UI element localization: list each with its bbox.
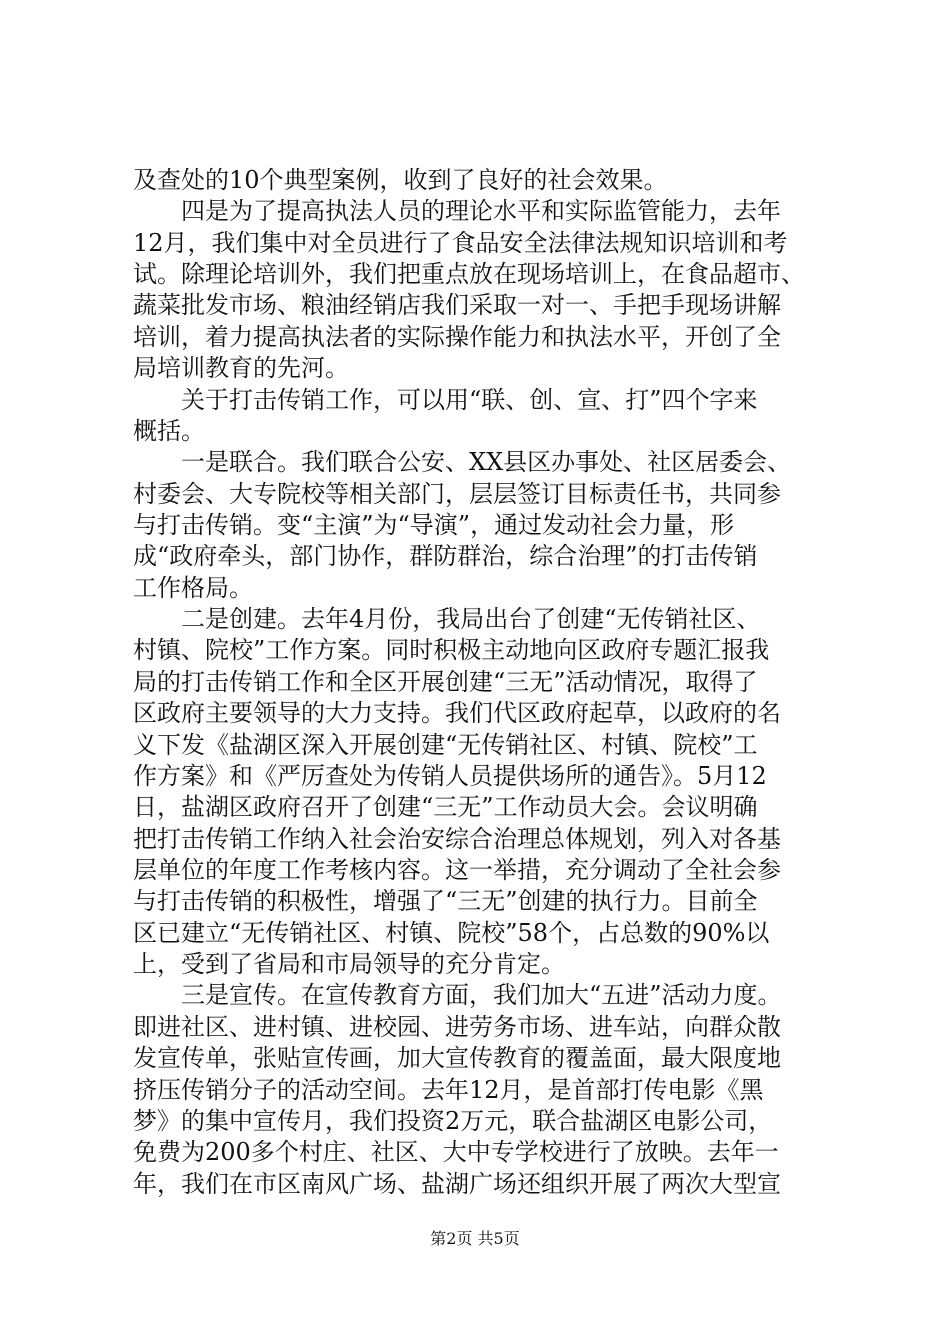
text-line: 局的打击传销工作和全区开展创建“三无”活动情况，取得了 [133, 667, 758, 696]
text-line: 梦》的集中宣传月，我们投资2万元，联合盐湖区电影公司， [133, 1106, 773, 1135]
text-line: 二是创建。去年4月份，我局出台了创建“无传销社区、 [133, 605, 761, 634]
text-line: 局培训教育的先河。 [133, 354, 349, 383]
text-line: 即进社区、进村镇、进校园、进劳务市场、进车站，向群众散 [133, 1012, 781, 1041]
text-line: 年，我们在市区南风广场、盐湖广场还组织开展了两次大型宣 [133, 1169, 781, 1198]
text-line: 工作格局。 [133, 573, 253, 602]
text-line: 与打击传销的积极性，增强了“三无”创建的执行力。目前全 [133, 887, 758, 916]
text-line: 村委会、大专院校等相关部门，层层签订目标责任书，共同参 [133, 479, 781, 508]
text-line: 上，受到了省局和市局领导的充分肯定。 [133, 950, 565, 979]
text-line: 免费为200多个村庄、社区、大中专学校进行了放映。去年一 [133, 1138, 779, 1167]
text-line: 发宣传单，张贴宣传画，加大宣传教育的覆盖面，最大限度地 [133, 1044, 781, 1073]
text-line: 三是宣传。在宣传教育方面，我们加大“五进”活动力度。 [133, 981, 782, 1010]
text-line: 12月，我们集中对全员进行了食品安全法律法规知识培训和考 [133, 228, 788, 257]
text-line: 义下发《盐湖区深入开展创建“无传销社区、村镇、院校”工 [133, 730, 758, 759]
text-line: 及查处的10个典型案例，收到了良好的社会效果。 [133, 166, 668, 194]
page-number-footer: 第2页 共5页 [430, 1229, 520, 1248]
text-line: 把打击传销工作纳入社会治安综合治理总体规划，列入对各基 [133, 824, 781, 853]
text-line: 村镇、院校”工作方案。同时积极主动地向区政府专题汇报我 [133, 636, 770, 665]
text-line: 挤压传销分子的活动空间。去年12月，是首部打传电影《黑 [133, 1075, 764, 1104]
text-line: 培训，着力提高执法者的实际操作能力和执法水平，开创了全 [133, 322, 781, 351]
text-line: 试。除理论培训外，我们把重点放在现场培训上，在食品超市、 [133, 260, 805, 289]
text-line: 关于打击传销工作，可以用“联、创、宣、打”四个字来 [133, 385, 758, 414]
text-line: 作方案》和《严厉查处为传销人员提供场所的通告》。5月12 [133, 761, 767, 790]
text-line: 与打击传销。变“主演”为“导演”，通过发动社会力量，形 [133, 511, 735, 539]
text-line: 蔬菜批发市场、粮油经销店我们采取一对一、手把手现场讲解 [133, 291, 781, 320]
text-line: 一是联合。我们联合公安、XX县区办事处、社区居委会、 [133, 448, 792, 477]
text-line: 区政府主要领导的大力支持。我们代区政府起草，以政府的名 [133, 699, 781, 728]
text-line: 层单位的年度工作考核内容。这一举措，充分调动了全社会参 [133, 856, 781, 884]
text-line: 日，盐湖区政府召开了创建“三无”工作动员大会。会议明确 [133, 793, 758, 822]
text-line: 四是为了提高执法人员的理论水平和实际监管能力，去年 [133, 197, 781, 226]
text-line: 成“政府牵头，部门协作，群防群治，综合治理”的打击传销 [133, 542, 758, 571]
text-line: 区已建立“无传销社区、村镇、院校”58个，占总数的90%以 [133, 918, 770, 947]
text-line: 概括。 [133, 416, 205, 445]
